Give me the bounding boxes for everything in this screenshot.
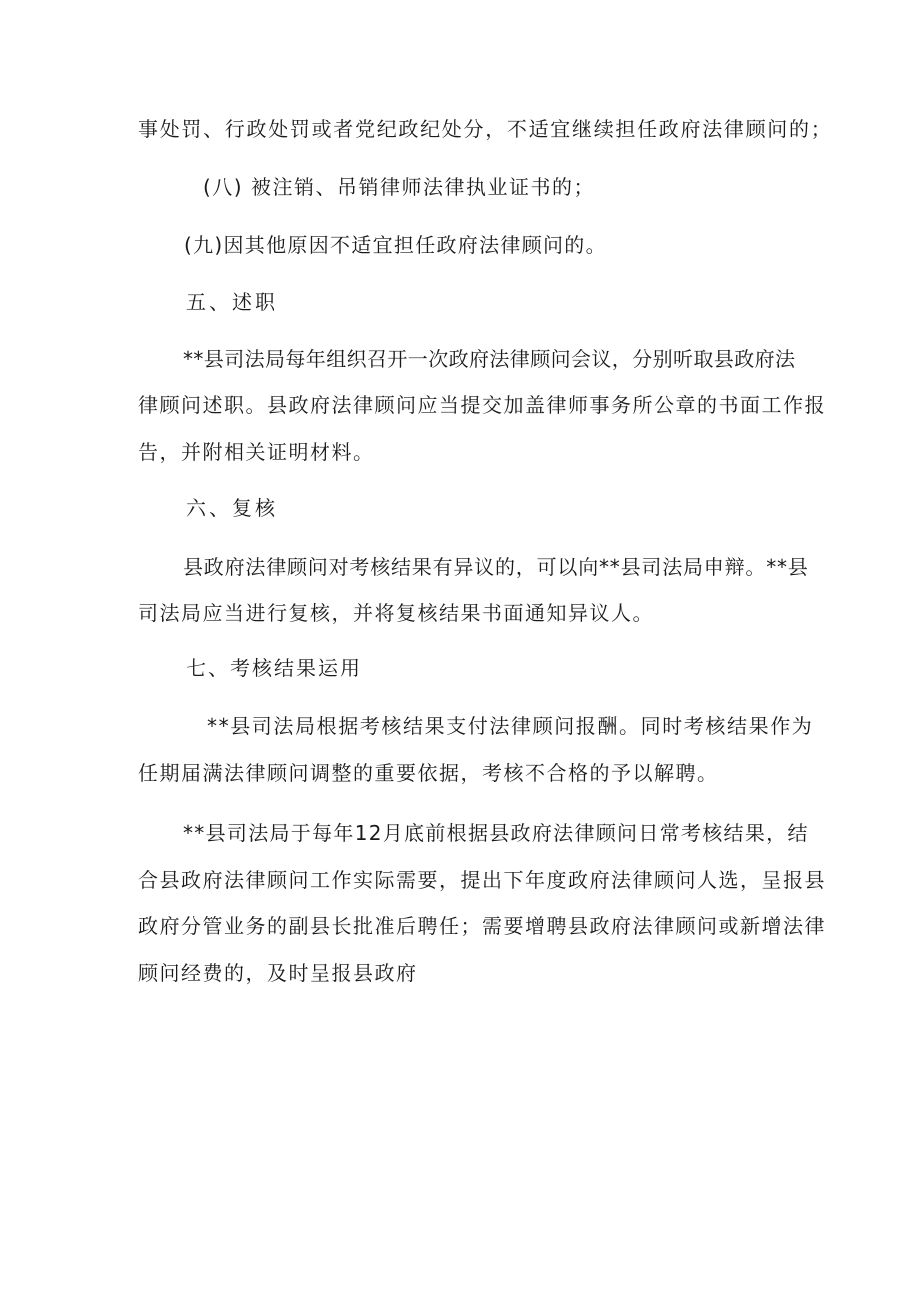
paragraph-line: 告，并附相关证明材料。 bbox=[138, 440, 375, 464]
paragraph-line: **县司法局根据考核结果支付法律顾问报酬。同时考核结果作为 bbox=[207, 714, 814, 738]
section-heading-7: 七、考核结果运用 bbox=[186, 656, 362, 680]
paragraph-line: 政府分管业务的副县长批准后聘任；需要增聘县政府法律顾问或新增法律 bbox=[138, 914, 826, 938]
paragraph-line: 事处罚、行政处罚或者党纪政纪处分，不适宜继续担任政府法律顾问的； bbox=[138, 117, 833, 141]
section-heading-5: 五、述职 bbox=[186, 290, 278, 314]
paragraph-line: 顾问经费的，及时呈报县政府 bbox=[138, 961, 418, 985]
section-heading-6: 六、复核 bbox=[186, 496, 278, 520]
paragraph-line: 合县政府法律顾问工作实际需要，提出下年度政府法律顾问人选，呈报县 bbox=[138, 868, 826, 892]
paragraph-line: 县政府法律顾问对考核结果有异议的，可以向**县司法局申辩。**县 bbox=[183, 555, 809, 579]
list-item-9: (九)因其他原因不适宜担任政府法律顾问的。 bbox=[184, 233, 607, 257]
paragraph-line: 司法局应当进行复核，并将复核结果书面通知异议人。 bbox=[138, 601, 654, 625]
paragraph-line: **县司法局每年组织召开一次政府法律顾问会议，分别听取县政府法 bbox=[183, 347, 796, 371]
paragraph-line: 律顾问述职。县政府法律顾问应当提交加盖律师事务所公章的书面工作报 bbox=[138, 393, 826, 417]
paragraph-line: **县司法局于每年12月底前根据县政府法律顾问日常考核结果，结 bbox=[183, 821, 809, 845]
paragraph-line: 任期届满法律顾问调整的重要依据，考核不合格的予以解聘。 bbox=[138, 761, 719, 785]
list-item-8: (八) 被注销、吊销律师法律执业证书的； bbox=[203, 175, 595, 199]
